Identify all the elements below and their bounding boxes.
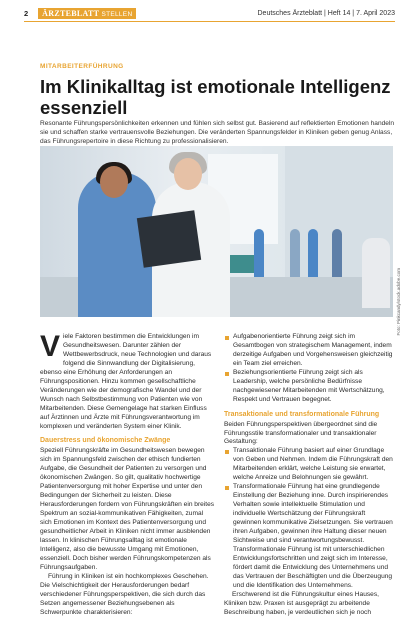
list-item: Transaktionale Führung basiert auf einer Grundlage von Geben und Nehmen. Indem die Führungskraft den Mitarbeitenden erklärt, welche Leistung sie erwartet, welche Anreize und Belohnungen sie gewährt. [224, 447, 394, 483]
article-column-left [40, 330, 215, 618]
logo-subtext: STELLEN [101, 10, 133, 18]
section-heading: Dauerstress und ökonomische Zwänge [40, 437, 171, 445]
photo-credit: Foto: Pinkcandy/stock.adobe.com [396, 268, 401, 336]
photo-patient [362, 238, 390, 308]
photo-background-person [332, 229, 342, 277]
issue-info: Deutsches Ärzteblatt | Heft 14 | 7. April 2023 [257, 9, 395, 17]
dropcap: V [40, 330, 61, 363]
logo-text: ÄRZTEBLATT [42, 8, 100, 18]
page-number: 2 [24, 8, 29, 18]
photo-xray-film [137, 210, 201, 268]
page-header [24, 6, 395, 20]
section-heading: Transaktionale und transformationale Führung [224, 410, 380, 418]
body-paragraph: Speziell Führungskräfte im Gesundheitswesen bewegen sich im Spannungsfeld zwischen der ethisch fundierten Aufgabe, die Gesundheit der Patienten zu versorgen und ökonomischen Zwängen. So gilt, qualitativ hochwertige Patientenversorgung mit hoher Expertise und unter den Bedingungen der Sicherheit zu leisten. Diese Herausforderungen fordern von Führungskräften ein breites Spektrum an sozial-kommunikativen Fähigkeiten, zumal sich Emotionen im Kontext des Patientenversorgung und gesundheitlicher Arbeit in Kliniken nicht immer ausblenden lassen. In klinischen Führungsalltag ist emotionale Intelligenz, also die bewusste Umgang mit Emotionen, essenziell. Doch bisher werden Führungskompetenzen als Führungsaufgaben. [40, 447, 215, 571]
article-title: Im Klinikalltag ist emotionale Intelligenz essenziell [40, 76, 391, 118]
body-paragraph: Beiden Führungsperspektiven übergeordnet sind die Führungsstile transformationaler und transaktionaler Gestaltung: [224, 420, 378, 446]
bullet-list [224, 333, 394, 405]
list-item: Aufgabenorientierte Führung zeigt sich im Gesamtbogen von strategischem Management, indem derzeitige Aufgaben und Vorgehensweisen gleichzeitig ein Team ziel erreichen. [224, 333, 394, 369]
list-item: Transformationale Führung hat eine grundlegende Einstellung der Beziehung inne. Durch inspirierendes Verhalten sowie intellektuelle Stimulation und individuelle Wertschätzung der Führungskraft gewinnen kommunikative Zielsetzungen. Sie vertrauen ihren Aufgaben, gewinnen ihre Haltung dieser neuen Sichtweise und sind verantwortungsbewusst. Transformationale Führung ist mit unterschiedlichen Entwicklungsfortschritten und zeigt sich im Interesse, fördert damit die Entwicklung des Unternehmens und das Vertrauen der Beschäftigten und die Überzeugung und die Identifikation des Unternehmens. [224, 483, 394, 590]
photo-background-person [290, 229, 300, 277]
article-kicker: MITARBEITERFÜHRUNG [40, 63, 124, 70]
article-intro [40, 330, 215, 431]
photo-doctor-scrubs-head [100, 166, 128, 198]
photo-background-person [254, 229, 264, 277]
photo-doctor-coat-head [174, 158, 202, 190]
intro-text: iele Faktoren bestimmen die Entwicklungen im Gesundheitswesen. Darunter zählen der Wettbewerbsdruck, neue Technologien und daraus folgend die Sinnwandlung der Digitalisierung, ebenso eine Erhöhung der Anforderungen an Führungspositionen. Hinzu kommen gesellschaftliche Veränderungen wie der demografische Wandel und der Wunsch nach Selbstbestimmung von Patienten wie von Mitarbeitenden. Diese Gemengelage hat starken Einfluss auf Ärztinnen und Ärzte mit Führungsverantwortung im komplexen und veränderten System einer Klinik. [40, 333, 212, 430]
publication-logo [38, 8, 136, 19]
body-paragraph: Führung in Kliniken ist ein hochkomplexes Geschehen. Die Vielschichtigkeit der Herausforderungen bedarf verschiedener Führungsperspektiven, die sich durch das Setzen angemessener Beziehungsebenen als Schwerpunkte charakterisieren: [40, 572, 209, 616]
body-paragraph: Erschwerend ist die Führungskultur eines Hauses, Kliniken bzw. Praxen ist ausgeprägt zu arbeitende Beschreibung haben, je verdeutlichen sich je noch [224, 590, 379, 616]
photo-background-person [308, 229, 318, 277]
article-photo [40, 146, 393, 317]
bullet-list [224, 447, 394, 590]
article-column-right [224, 333, 394, 618]
header-divider [24, 21, 395, 22]
list-item: Beziehungsorientierte Führung zeigt sich als Leadership, welche persönliche Bedürfnisse nachgewiesener Mitarbeitenden mit Wertschätzung, Respekt und Vertrauen begegnet. [224, 369, 394, 405]
article-lead: Resonante Führungspersönlichkeiten erkennen und fühlen sich selbst gut. Basierend auf reflektierten Emotionen handeln sie und schaffen starke vertrauensvolle Beziehungen. Die veränderten Spannungsfelder in Kliniken geben genug Anlass, das Führungsrepertoire in diese Richtung zu professionalisieren. [40, 120, 395, 145]
